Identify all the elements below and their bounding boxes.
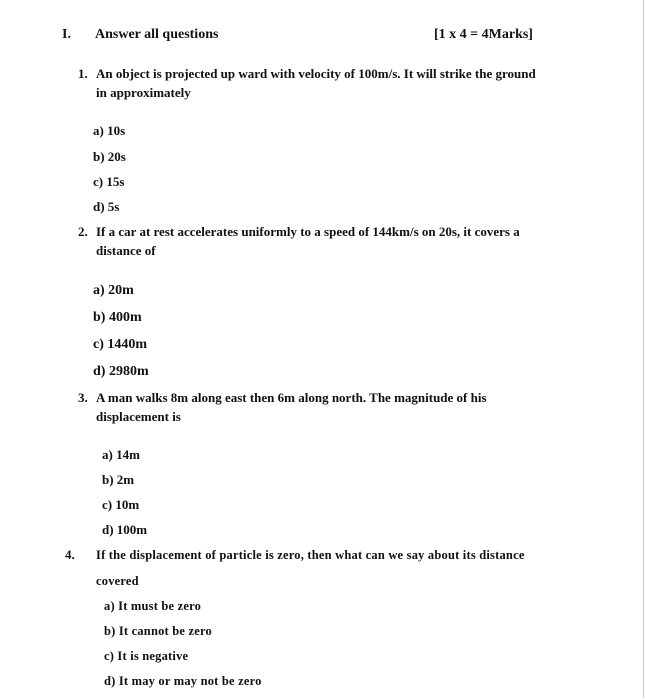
answer-option: d) It may or may not be zero — [104, 674, 262, 688]
answer-option: a) It must be zero — [104, 599, 202, 613]
answer-option: b) 400m — [93, 310, 142, 325]
section-number: I. — [62, 27, 71, 42]
answer-option: d) 5s — [93, 199, 120, 214]
answer-option: b) 2m — [102, 472, 135, 487]
answer-option: d) 100m — [102, 522, 148, 537]
question-number: 1. — [78, 66, 88, 81]
question-text-line: If the displacement of particle is zero, then what can we say about its distance — [96, 548, 525, 562]
answer-option: c) 10m — [102, 497, 140, 512]
answer-option: b) 20s — [93, 149, 126, 164]
marks-allocation: [1 x 4 = 4Marks] — [434, 27, 533, 42]
question-text-line: An object is projected up ward with velocity of 100m/s. It will strike the ground — [96, 66, 536, 81]
question-number: 2. — [78, 224, 88, 239]
answer-option: c) 1440m — [93, 337, 148, 352]
question-number: 4. — [65, 547, 75, 562]
question-text-line: covered — [96, 574, 139, 588]
answer-option: a) 10s — [93, 123, 126, 138]
answer-option: d) 2980m — [93, 364, 149, 379]
section-title: Answer all questions — [95, 27, 219, 42]
question-text-line: displacement is — [96, 409, 181, 424]
question-text-line: A man walks 8m along east then 6m along north. The magnitude of his — [96, 390, 487, 405]
question-text-line: If a car at rest accelerates uniformly to a speed of 144km/s on 20s, it covers a — [96, 224, 520, 239]
question-text-line: distance of — [96, 243, 156, 258]
answer-option: a) 20m — [93, 283, 134, 298]
answer-option: b) It cannot be zero — [104, 624, 212, 638]
answer-option: c) It is negative — [104, 649, 189, 663]
answer-option: a) 14m — [102, 447, 140, 462]
question-text-line: in approximately — [96, 85, 191, 100]
question-number: 3. — [78, 390, 88, 405]
answer-option: c) 15s — [93, 174, 125, 189]
